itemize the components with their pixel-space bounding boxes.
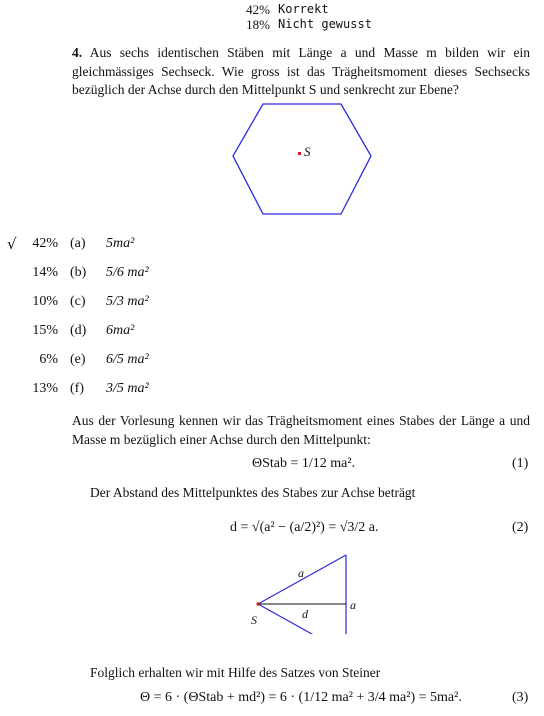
stat-label: Nicht gewusst: [278, 17, 372, 31]
answer-percent: 14%: [32, 265, 58, 280]
correct-check-icon: √: [7, 235, 17, 253]
answer-value: 5/3 ma²: [106, 294, 149, 309]
stat-label: Korrekt: [278, 2, 329, 16]
answer-option-a: [0, 236, 260, 256]
hexagon-diagram: [228, 100, 378, 220]
equation-1-number: (1): [512, 456, 529, 471]
answer-value: 5/6 ma²: [106, 265, 149, 280]
answer-option-d: [0, 323, 260, 343]
answer-option-b: [0, 265, 260, 285]
side-a-label: a: [298, 566, 304, 580]
answer-label: (d): [70, 323, 87, 338]
answer-option-f: [0, 381, 260, 401]
question-number: 4.: [72, 45, 83, 60]
answer-percent: 10%: [32, 294, 58, 309]
center-point: [298, 152, 301, 155]
stat-row: [236, 17, 436, 33]
question-body: Aus sechs identischen Stäben mit Länge a und Masse m bilden wir ein gleichmässiges Sechseck. Wie gross ist das Trägheitsmoment dieses Sechsecks bezüglich der Achse durch den Mittelpunkt S und senkrecht zur Ebene?: [72, 45, 530, 97]
stat-percent: 42%: [246, 2, 270, 17]
answer-value: 6/5 ma²: [106, 352, 149, 367]
center-label: S: [304, 144, 311, 159]
steiner-text: Folglich erhalten wir mit Hilfe des Satzes von Steiner: [90, 665, 381, 680]
answer-percent: 6%: [39, 352, 58, 367]
answer-option-c: [0, 294, 260, 314]
stat-row: [236, 2, 436, 18]
answer-value: 6ma²: [106, 323, 135, 338]
axis-point: [256, 602, 259, 605]
answer-value: 3/5 ma²: [106, 381, 149, 396]
answer-label: (a): [70, 236, 86, 251]
answer-label: (c): [70, 294, 86, 309]
equation-3-number: (3): [512, 690, 529, 705]
question-text: [72, 44, 530, 100]
answer-percent: 13%: [32, 381, 58, 396]
answer-percent: 15%: [32, 323, 58, 338]
triangle-diagram: [246, 552, 366, 634]
equation-2: d = √(a² − (a/2)²) = √3/2 a.: [230, 520, 379, 535]
answer-label: (e): [70, 352, 86, 367]
answer-percent: 42%: [32, 236, 58, 251]
answer-label: (f): [70, 381, 84, 396]
answer-option-e: [0, 352, 260, 372]
solution-intro: Aus der Vorlesung kennen wir das Trägheitsmoment eines Stabes der Länge a und Masse m bezüglich einer Achse durch den Mittelpunkt:: [72, 413, 530, 447]
answer-value: 5ma²: [106, 236, 135, 251]
distance-d-label: d: [302, 607, 308, 621]
s-label: S: [251, 613, 257, 627]
right-a-label: a: [350, 598, 356, 612]
equation-2-number: (2): [512, 520, 529, 535]
equation-3: Θ = 6 · (ΘStab + md²) = 6 · (1/12 ma² + 3/4 ma²) = 5ma².: [140, 690, 462, 705]
hexagon-shape: [233, 104, 371, 214]
distance-text: Der Abstand des Mittelpunktes des Stabes zur Achse beträgt: [90, 485, 416, 500]
stat-percent: 18%: [246, 17, 270, 32]
answer-label: (b): [70, 265, 87, 280]
equation-1: ΘStab = 1/12 ma².: [252, 456, 356, 471]
